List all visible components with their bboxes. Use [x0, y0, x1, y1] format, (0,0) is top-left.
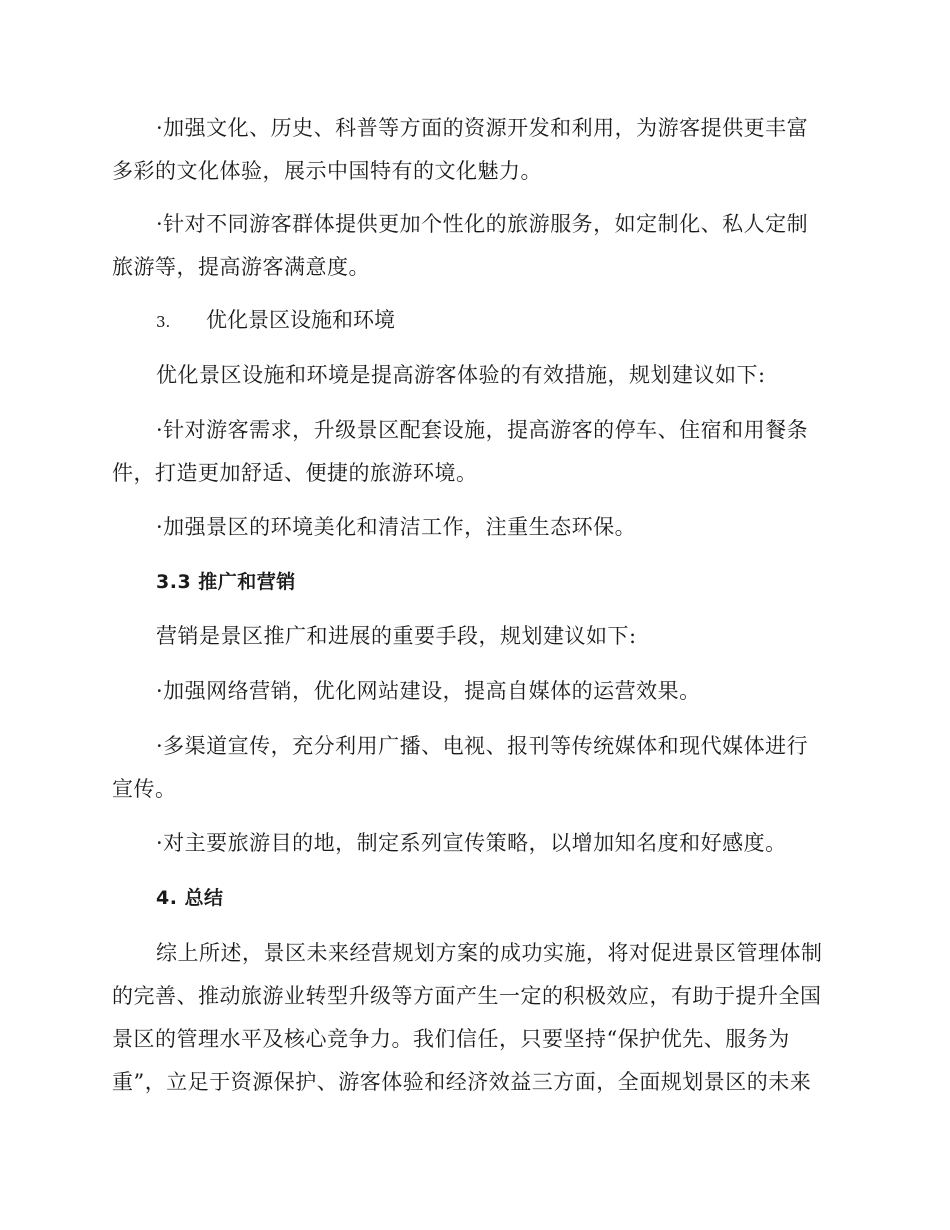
bullet-paragraph-environment: ·加强景区的环境美化和清洁工作，注重生态环保。 — [156, 515, 637, 539]
bullet-paragraph-personalized-service: ·针对不同游客群体提供更加个性化的旅游服务，如定制化、私人定制旅游等，提高游客满意度。 — [112, 212, 809, 279]
numbered-heading-3 — [156, 299, 395, 344]
bullet-paragraph-upgrade-facilities: ·针对游客需求，升级景区配套设施，提高游客的停车、住宿和用餐条件，打造更加舒适、便捷的旅游环境。 — [112, 418, 809, 485]
intro-paragraph-marketing: 营销是景区推广和进展的重要手段，规划建议如下: — [156, 624, 637, 648]
bullet-paragraph-culture: ·加强文化、历史、科普等方面的资源开发和利用，为游客提供更丰富多彩的文化体验，展示中国特有的文化魅力。 — [112, 116, 809, 183]
heading-number: 3. — [156, 313, 171, 331]
summary-paragraph: 综上所述，景区未来经营规划方案的成功实施，将对促进景区管理体制的完善、推动旅游业转型升级等方面产生一定的积极效应，有助于提升全国景区的管理水平及核心竞争力。我们信任，只要坚持“保护优先、服务为重”，立足于资源保护、游客体验和经济效益三方面，全面规划景区的未来 — [112, 941, 823, 1094]
section-heading-4: 4. 总结 — [156, 887, 224, 909]
bullet-paragraph-multi-channel: ·多渠道宣传，充分利用广播、电视、报刊等传统媒体和现代媒体进行宣传。 — [112, 734, 809, 801]
bullet-paragraph-destinations: ·对主要旅游目的地，制定系列宣传策略，以增加知名度和好感度。 — [156, 831, 787, 855]
section-heading-3-3: 3.3 推广和营销 — [156, 571, 296, 593]
heading-text: 优化景区设施和环境 — [206, 308, 395, 332]
bullet-paragraph-online-marketing: ·加强网络营销，优化网站建设，提高自媒体的运营效果。 — [156, 679, 701, 703]
intro-paragraph-facilities: 优化景区设施和环境是提高游客体验的有效措施，规划建议如下: — [156, 363, 766, 387]
